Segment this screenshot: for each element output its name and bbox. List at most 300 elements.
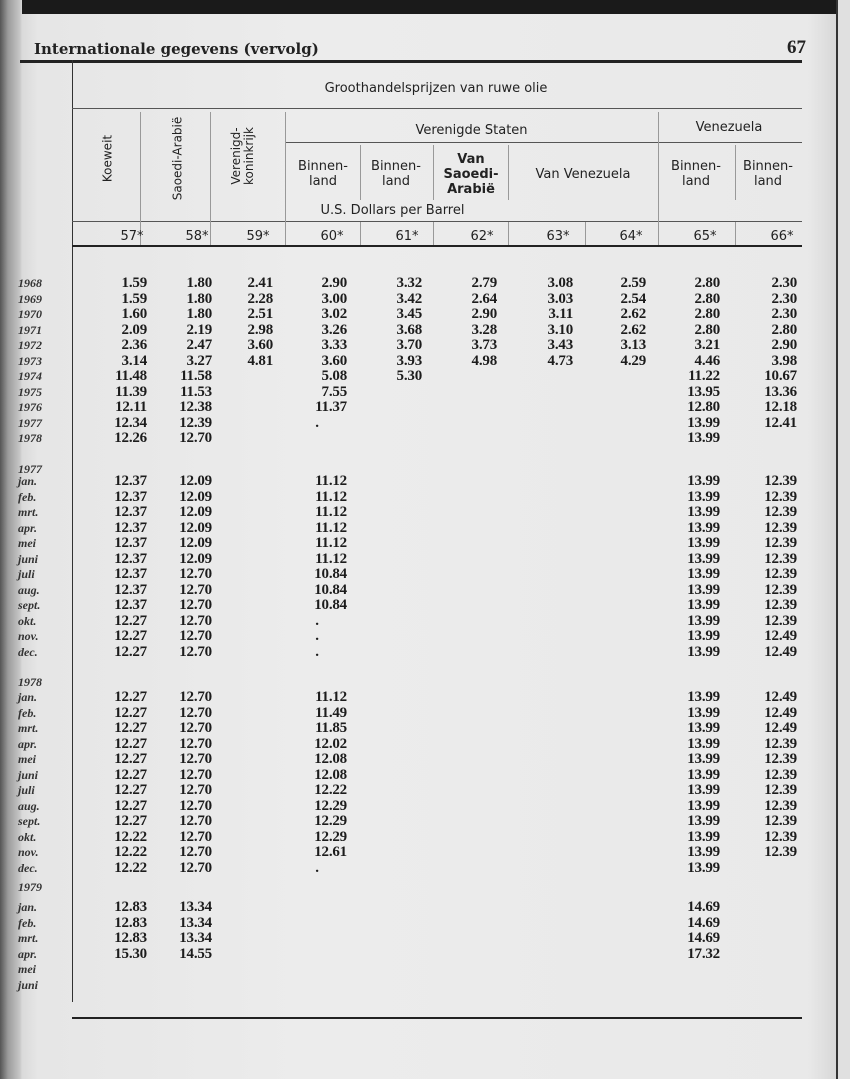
table-cell: 10.67 [764,368,797,384]
table-row [0,385,850,401]
table-cell: 11.48 [115,368,147,384]
col-divider [735,222,736,245]
table-cell: 12.70 [179,581,212,598]
column-number: 57* [120,229,144,244]
table-cell: 2.09 [121,321,147,338]
col-62-van-saoedi-arabie: Van Saoedi-Arabië [443,152,499,197]
table-cell: 11.37 [315,399,347,415]
table-cell: 12.49 [764,704,797,721]
table-cell: 3.10 [547,321,573,338]
table-cell: 12.39 [764,751,797,767]
table-cell: 11.12 [315,504,347,520]
table-cell: 5.08 [321,368,347,384]
table-row [0,354,850,370]
table-cell: 12.70 [179,813,212,829]
table-cell: 3.43 [547,337,573,353]
row-label: juni [18,977,39,992]
row-label: 1974 [18,369,42,383]
table-cell: 3.68 [396,321,422,338]
table-cell: 12.37 [114,597,147,613]
row-label: okt. [18,613,37,628]
row-label: mrt. [18,931,39,945]
table-row [0,845,850,861]
table-cell: 2.47 [186,337,212,353]
table-cell: 12.37 [114,535,147,551]
table-cell: 12.70 [179,643,212,660]
table-cell: 12.27 [114,628,147,644]
table-cell: 13.99 [687,828,720,845]
table-cell: 12.39 [764,473,797,489]
col-divider [508,145,509,200]
table-cell: 13.99 [687,751,720,767]
table-cell: 1.59 [121,290,147,307]
table-cell: 13.95 [687,383,720,400]
table-cell: 4.81 [247,352,273,369]
table-cell: 12.37 [114,581,147,598]
table-cell: 11.12 [315,550,347,567]
table-cell: 13.99 [687,689,720,705]
table-cell: 12.27 [114,766,147,783]
table-cell: 12.70 [179,735,212,752]
col-divider [360,145,361,200]
table-cell: 17.32 [687,945,720,962]
table-cell: 2.64 [471,290,497,307]
row-label: sept. [18,814,41,828]
table-cell: 12.70 [179,859,212,876]
table-row [0,645,850,661]
table-cell: 3.27 [186,352,212,369]
table-cell: 13.99 [687,628,720,644]
table-cell: 12.61 [314,844,347,860]
table-cell: 13.99 [687,597,720,613]
divider [72,245,802,247]
table-cell: 13.99 [687,704,720,721]
row-label: apr. [18,946,38,961]
table-cell: 12.49 [764,689,797,705]
table-cell: 3.42 [396,290,422,307]
table-cell: 2.80 [694,290,720,307]
row-label: apr. [18,736,38,751]
table-cell: 13.99 [687,797,720,814]
col-61-binnenland: Binnen-land [371,159,421,189]
table-cell: 12.27 [114,704,147,721]
col-63-64-van-venezuela: Van Venezuela [535,167,631,182]
table-cell: 2.90 [771,337,797,353]
row-label: feb. [18,489,37,504]
table-row [0,706,850,722]
table-cell: 3.03 [547,290,573,307]
table-cell: 13.99 [687,504,720,520]
column-number: 59* [246,229,270,244]
table-cell: 11.49 [315,704,347,721]
table-cell: 14.55 [179,945,212,962]
section-year-heading: 1978 [18,675,42,689]
col-65-binnenland: Binnen-land [671,159,721,189]
table-cell: 10.84 [314,581,347,598]
group-venezuela: Venezuela [695,120,763,135]
table-cell: 12.39 [764,766,797,783]
table-cell: 13.99 [687,720,720,736]
row-label: mei [18,536,36,550]
table-cell: 3.70 [396,337,422,353]
table-cell: 12.09 [179,488,212,505]
table-cell: 2.80 [694,275,720,291]
table-cell: 12.70 [179,828,212,845]
table-cell: 13.99 [687,813,720,829]
row-label: juli [18,567,35,581]
table-cell: 13.99 [687,766,720,783]
row-label: nov. [18,629,39,643]
table-cell: 10.84 [314,566,347,582]
table-cell: 12.09 [179,550,212,567]
table-cell: 12.70 [179,720,212,736]
table-cell: 2.80 [771,321,797,338]
table-cell: 3.60 [247,337,273,353]
table-cell: 12.39 [764,813,797,829]
column-number: 60* [320,229,344,244]
table-cell: 12.83 [114,899,147,915]
row-label: aug. [18,798,40,813]
table-cell: 12.27 [114,751,147,767]
column-number: 63* [546,229,570,244]
divider [72,221,802,222]
row-label: juli [18,783,35,797]
table-cell: 2.19 [186,321,212,338]
col-divider [433,145,434,200]
table-cell: 11.39 [115,383,147,400]
table-cell: 3.14 [121,352,147,369]
row-label: 1971 [18,322,42,337]
row-label: 1968 [18,276,42,290]
table-cell: 11.12 [315,488,347,505]
row-label: feb. [18,915,37,930]
col-divider [285,112,286,245]
table-cell: 1.80 [186,290,212,307]
row-label: mei [18,962,36,976]
table-cell: 2.30 [771,290,797,307]
table-row [0,598,850,614]
table-cell: 12.27 [114,612,147,629]
table-cell: 12.37 [114,504,147,520]
row-label: 1978 [18,431,42,445]
table-row [0,752,850,768]
col-60-binnenland: Binnen-land [298,159,348,189]
col-verenigd-koninkrijk: Verenigd-koninkrijk [229,127,256,185]
table-cell: 13.99 [687,643,720,660]
col-66-binnenland: Binnen-land [743,159,793,189]
table-cell: 12.39 [764,550,797,567]
table-cell: 12.70 [179,430,212,446]
table-cell: 3.28 [471,321,497,338]
table-cell: 3.93 [396,352,422,369]
table-cell: 13.99 [687,414,720,431]
row-label: jan. [18,474,38,488]
row-label: apr. [18,520,38,535]
col-divider [140,112,141,245]
table-cell: 12.49 [764,720,797,736]
table-row [0,900,850,916]
table-cell: 3.08 [547,275,573,291]
row-label: dec. [18,644,38,659]
table-cell: 13.99 [687,735,720,752]
table-cell: . [315,612,319,629]
col-divider [735,145,736,200]
table-cell: 12.27 [114,643,147,660]
table-cell: 13.34 [179,914,212,931]
section-year-heading: 1979 [18,880,42,894]
table-row [0,307,850,323]
table-cell: 12.34 [114,414,147,431]
table-cell: 12.11 [115,399,147,415]
row-label: aug. [18,582,40,597]
table-cell: 3.45 [396,306,422,322]
table-cell: 12.70 [179,782,212,798]
row-label: jan. [18,900,38,914]
row-label: nov. [18,845,39,859]
col-saoedi-arabie: Saoedi-Arabië [170,116,185,201]
table-row [0,861,850,877]
table-cell: 13.99 [687,844,720,860]
column-number: 65* [693,229,717,244]
table-cell: 2.36 [121,337,147,353]
row-label: 1969 [18,291,42,306]
table-cell: 4.98 [471,352,497,369]
table-cell: 13.36 [764,383,797,400]
table-cell: 12.27 [114,689,147,705]
table-row [0,916,850,932]
row-label: okt. [18,829,37,844]
table-cell: 12.70 [179,766,212,783]
row-label: 1977 [18,415,42,430]
table-cell: 12.22 [114,859,147,876]
table-cell: 15.30 [114,945,147,962]
table-cell: 14.69 [687,930,720,946]
table-row [0,338,850,354]
table-cell: 2.30 [771,306,797,322]
table-cell: 12.38 [179,399,212,415]
table-cell: 2.30 [771,275,797,291]
unit-label: U.S. Dollars per Barrel [320,203,465,218]
table-cell: 12.70 [179,751,212,767]
table-cell: 11.53 [180,383,212,400]
table-cell: 12.37 [114,488,147,505]
table-cell: 2.90 [471,306,497,322]
table-cell: 13.34 [179,930,212,946]
table-cell: . [315,414,319,431]
table-row [0,521,850,537]
group-verenigde-staten: Verenigde Staten [415,123,528,138]
table-cell: 12.27 [114,797,147,814]
table-row [0,323,850,339]
table-cell: 13.99 [687,535,720,551]
table-cell: 13.99 [687,473,720,489]
table-cell: 2.62 [620,306,646,322]
table-cell: 3.60 [321,352,347,369]
table-cell: 12.70 [179,628,212,644]
table-cell: 12.08 [314,766,347,783]
table-cell: 12.22 [114,828,147,845]
row-label: dec. [18,860,38,875]
table-cell: 7.55 [321,383,347,400]
table-row [0,768,850,784]
table-row [0,830,850,846]
table-cell: 2.41 [247,275,273,291]
table-cell: 2.80 [694,306,720,322]
table-row [0,505,850,521]
col-divider [210,112,211,245]
table-cell: . [315,643,319,660]
table-row [0,614,850,630]
table-cell: 12.27 [114,782,147,798]
table-cell: 13.99 [687,430,720,446]
table-cell: 12.37 [114,566,147,582]
table-cell: 14.69 [687,899,720,915]
table-cell: 4.29 [620,352,646,369]
row-label: juni [18,767,39,782]
table-row [0,567,850,583]
table-cell: 2.80 [694,321,720,338]
table-cell: 1.60 [121,306,147,322]
table-row [0,400,850,416]
section-year-heading: 1977 [18,462,42,476]
table-cell: 12.29 [314,813,347,829]
table-cell: 12.09 [179,519,212,536]
table-cell: 3.73 [471,337,497,353]
column-number: 64* [619,229,643,244]
table-cell: 12.29 [314,828,347,845]
table-row [0,947,850,963]
table-row [0,737,850,753]
table-row [0,292,850,308]
running-header-title: Internationale gegevens (vervolg) [34,40,319,58]
table-cell: 12.39 [764,735,797,752]
row-label: sept. [18,598,41,612]
table-cell: 13.99 [687,612,720,629]
page-number: 67 [787,37,806,58]
table-cell: 3.11 [548,306,573,322]
row-label: feb. [18,705,37,720]
table-row [0,783,850,799]
table-cell: 3.98 [771,352,797,369]
table-cell: 3.21 [694,337,720,353]
table-cell: 2.98 [247,321,273,338]
row-label: 1972 [18,338,42,352]
table-cell: 3.00 [321,290,347,307]
table-cell: 11.85 [315,720,347,736]
table-cell: 12.39 [764,535,797,551]
table-cell: 2.79 [471,275,497,291]
table-cell: 12.02 [314,735,347,752]
col-koeweit: Koeweit [100,134,115,183]
table-cell: 12.70 [179,704,212,721]
table-bottom-rule [72,1017,802,1019]
table-cell: 12.09 [179,473,212,489]
table-cell: 11.22 [688,368,720,384]
table-cell: 2.62 [620,321,646,338]
table-row [0,369,850,385]
table-cell: 1.80 [186,306,212,322]
table-cell: 12.39 [764,488,797,505]
table-cell: 12.39 [764,844,797,860]
table-cell: 12.39 [764,581,797,598]
table-cell: 12.27 [114,735,147,752]
table-cell: 13.99 [687,550,720,567]
table-cell: 11.12 [315,473,347,489]
table-cell: 13.99 [687,566,720,582]
table-cell: 12.49 [764,643,797,660]
row-label: juni [18,551,39,566]
col-divider [658,112,659,245]
table-row [0,583,850,599]
table-cell: 4.46 [694,352,720,369]
table-cell: 12.70 [179,612,212,629]
table-cell: 3.32 [396,275,422,291]
table-row [0,690,850,706]
table-cell: 12.22 [314,782,347,798]
row-label: 1976 [18,400,42,414]
table-cell: 12.39 [179,414,212,431]
table-row [0,431,850,447]
table-cell: 12.39 [764,566,797,582]
table-cell: 12.49 [764,628,797,644]
table-cell: 2.90 [321,275,347,291]
table-row [0,536,850,552]
row-label: mrt. [18,505,39,519]
table-row [0,799,850,815]
table-row [0,416,850,432]
table-row [0,629,850,645]
table-cell: 12.09 [179,504,212,520]
column-number: 61* [395,229,419,244]
row-label: jan. [18,690,38,704]
table-cell: 12.37 [114,473,147,489]
table-cell: 12.83 [114,914,147,931]
header-rule [20,60,802,63]
table-cell: 2.51 [247,306,273,322]
table-cell: 3.13 [620,337,646,353]
table-cell: . [315,859,319,876]
table-cell: 13.99 [687,782,720,798]
table-title: Groothandelsprijzen van ruwe olie [324,81,548,96]
column-number: 66* [770,229,794,244]
table-cell: 12.27 [114,720,147,736]
table-cell: 11.12 [315,689,347,705]
table-cell: 11.12 [315,535,347,551]
row-label: 1970 [18,307,42,321]
table-cell: 2.59 [620,275,646,291]
divider [285,142,802,143]
row-label: mrt. [18,721,39,735]
table-cell: 13.99 [687,859,720,876]
table-cell: 3.33 [321,337,347,353]
table-row [0,931,850,947]
table-cell: 12.37 [114,519,147,536]
table-cell: 12.37 [114,550,147,567]
table-cell: 10.84 [314,597,347,613]
table-cell: 11.58 [180,368,212,384]
table-cell: 12.39 [764,782,797,798]
table-cell: 12.39 [764,519,797,536]
table-cell: 12.08 [314,751,347,767]
table-cell: 1.80 [186,275,212,291]
table-cell: 12.41 [764,414,797,431]
table-cell: 12.29 [314,797,347,814]
table-cell: 12.39 [764,612,797,629]
table-cell: 13.99 [687,488,720,505]
table-cell: 12.70 [179,797,212,814]
table-cell: 1.59 [121,275,147,291]
table-row [0,978,850,994]
